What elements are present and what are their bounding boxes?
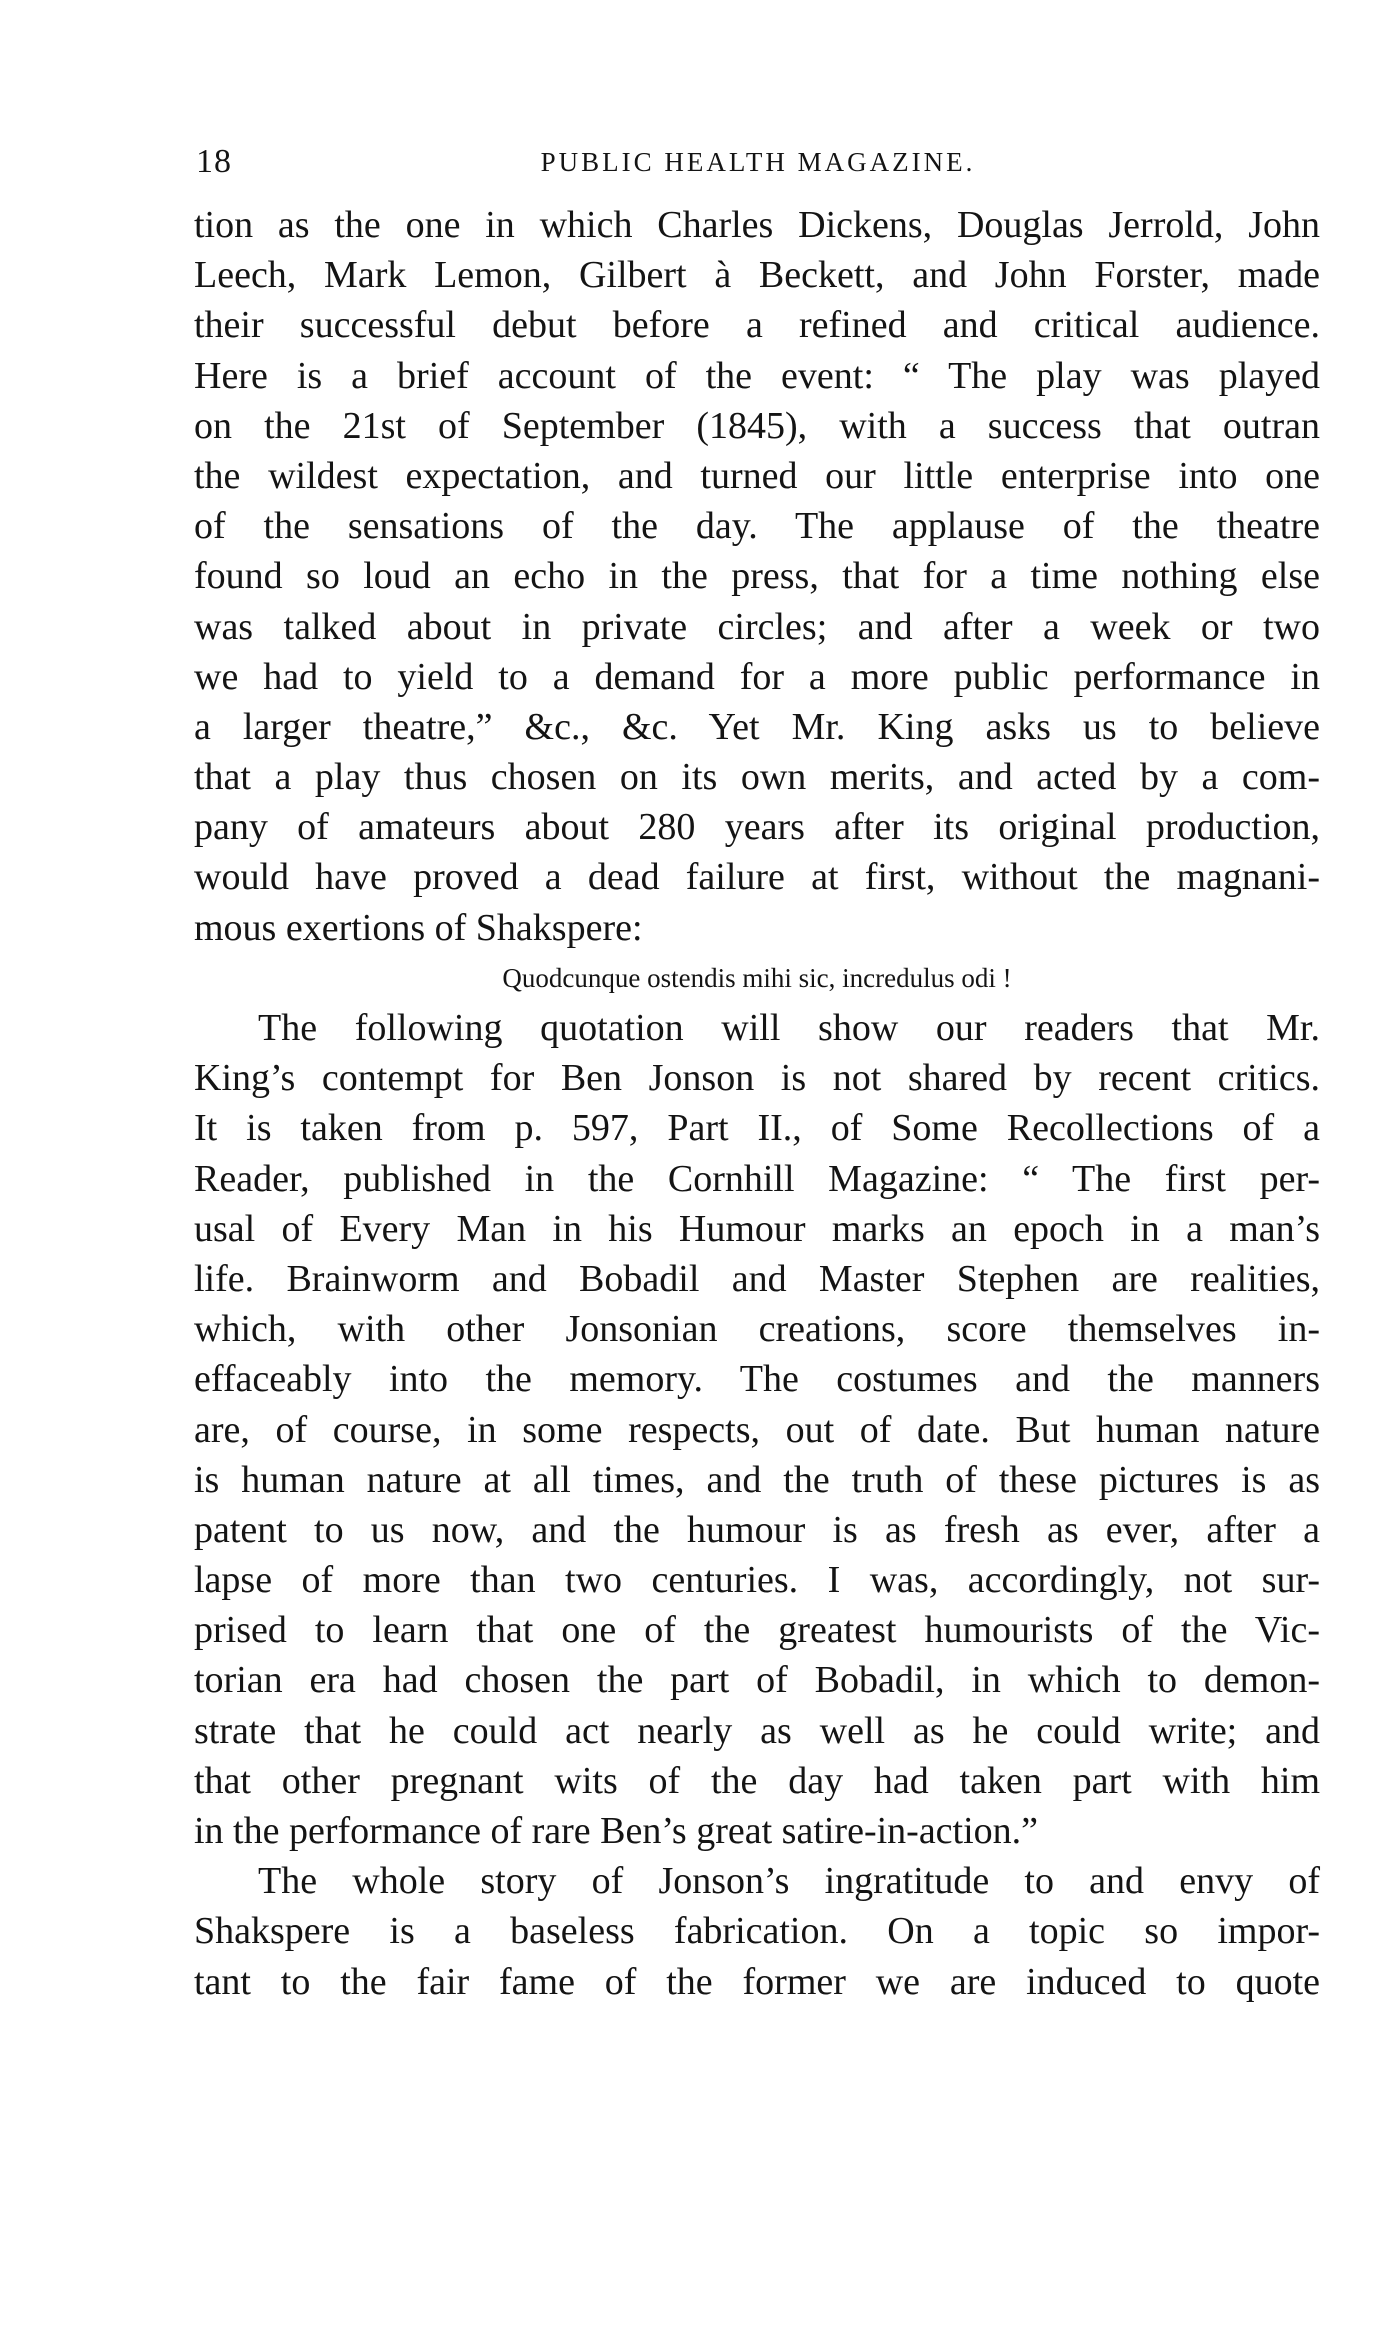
text-line: It is taken from p. 597, Part II., of Some Recollections of a xyxy=(194,1107,1320,1150)
running-title: PUBLIC HEALTH MAGAZINE. xyxy=(540,147,976,177)
running-head xyxy=(196,136,1320,188)
paragraph-1 xyxy=(194,200,1320,953)
text-line: was talked about in private circles; and after a week or two xyxy=(194,605,1320,648)
text-line: strate that he could act nearly as well as he could write; and xyxy=(194,1709,1320,1752)
text-line: which, with other Jonsonian creations, score themselves in- xyxy=(194,1308,1320,1351)
text-line: prised to learn that one of the greatest humourists of the Vic- xyxy=(194,1609,1320,1652)
text-line: mous exertions of Shakspere: xyxy=(194,906,643,949)
text-line: on the 21st of September (1845), with a success that outran xyxy=(194,404,1320,447)
page-number: 18 xyxy=(196,143,232,180)
latin-quote: Quodcunque ostendis mihi sic, incredulus odi ! xyxy=(502,962,1012,993)
text-line: tant to the fair fame of the former we are induced to quote xyxy=(194,1960,1320,2003)
paragraph-2 xyxy=(194,1003,1320,1856)
paragraph-3 xyxy=(194,1856,1320,2007)
text-line: Here is a brief account of the event: “ The play was played xyxy=(194,354,1320,397)
text-line: of the sensations of the day. The applause of the theatre xyxy=(194,505,1320,548)
text-line: that a play thus chosen on its own merits, and acted by a com- xyxy=(194,756,1320,799)
text-line: Leech, Mark Lemon, Gilbert à Beckett, and John Forster, made xyxy=(194,254,1320,297)
text-line: tion as the one in which Charles Dickens, Douglas Jerrold, John xyxy=(194,204,1320,246)
text-line: we had to yield to a demand for a more public performance in xyxy=(194,655,1320,698)
body-text xyxy=(194,200,1320,2007)
text-line: life. Brainworm and Bobadil and Master Stephen are realities, xyxy=(194,1257,1320,1300)
text-line: The following quotation will show our readers that Mr. xyxy=(258,1007,1320,1049)
text-line: the wildest expectation, and turned our little enterprise into one xyxy=(194,454,1320,497)
text-line: that other pregnant wits of the day had taken part with him xyxy=(194,1759,1320,1802)
text-line: their successful debut before a refined and critical audience. xyxy=(194,304,1320,347)
text-line: would have proved a dead failure at first, without the magnani- xyxy=(194,856,1320,899)
text-line: Reader, published in the Cornhill Magazine: “ The first per- xyxy=(194,1157,1320,1200)
text-line: Shakspere is a baseless fabrication. On a topic so impor- xyxy=(194,1910,1320,1953)
text-line: effaceably into the memory. The costumes and the manners xyxy=(194,1358,1320,1401)
text-line: are, of course, in some respects, out of date. But human nature xyxy=(194,1408,1320,1451)
text-line: torian era had chosen the part of Bobadil, in which to demon- xyxy=(194,1659,1320,1702)
text-line: lapse of more than two centuries. I was, accordingly, not sur- xyxy=(194,1559,1320,1602)
text-line: a larger theatre,” &c., &c. Yet Mr. King asks us to believe xyxy=(194,705,1320,748)
text-line: found so loud an echo in the press, that for a time nothing else xyxy=(194,555,1320,598)
text-line: is human nature at all times, and the truth of these pictures is as xyxy=(194,1458,1320,1501)
text-line: in the performance of rare Ben’s great satire-in-action.” xyxy=(194,1810,1039,1852)
text-line: The whole story of Jonson’s ingratitude to and envy of xyxy=(258,1860,1320,1903)
text-line: King’s contempt for Ben Jonson is not shared by recent critics. xyxy=(194,1057,1320,1100)
text-line: usal of Every Man in his Humour marks an epoch in a man’s xyxy=(194,1207,1320,1250)
text-line: patent to us now, and the humour is as fresh as ever, after a xyxy=(194,1508,1320,1551)
text-line: pany of amateurs about 280 years after its original production, xyxy=(194,806,1320,849)
